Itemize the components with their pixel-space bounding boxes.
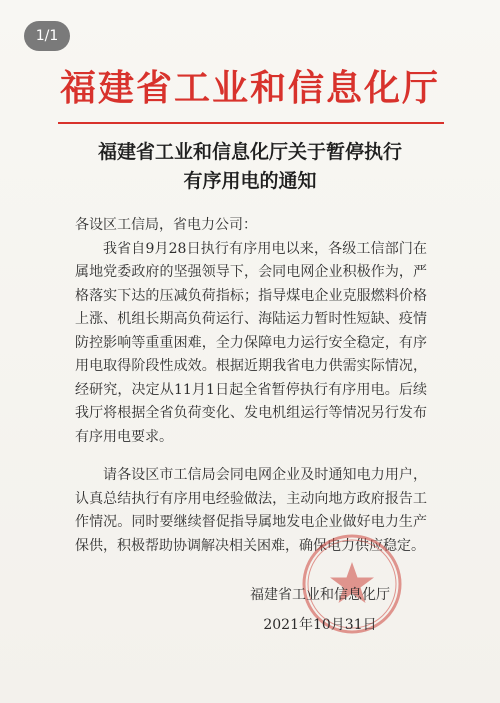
signature-org: 福建省工业和信息化厅	[250, 587, 390, 603]
document-title	[70, 138, 430, 196]
document-header: 福建省工业和信息化厅	[59, 67, 440, 109]
body-paragraph: 我省自9月28日执行有序用电以来，各级工信部门在属地党委政府的坚强领导下，会同电网企业积极作为，严格落实下达的压减负荷指标；指导煤电企业克服燃料价格上涨、机组长期高负荷运行、海陆运力暂时性短缺、疫情防控影响等重重困难，全力保障电力运行安全稳定，有序用电取得阶段性成效。根据近期我省电力供需实际情况，经研究，决定从11月1日起全省暂停执行有序用电。后续我厅将根据全省负荷变化、发电机组运行等情况另行发布有序用电要求。	[75, 240, 427, 445]
document-body	[75, 214, 427, 558]
signature-block	[230, 580, 410, 640]
header-divider	[58, 122, 444, 124]
title-line: 福建省工业和信息化厅关于暂停执行	[97, 141, 402, 163]
title-line: 有序用电的通知	[183, 170, 317, 192]
salutation: 各设区工信局，省电力公司：	[75, 217, 257, 233]
signature-date: 2021年10月31日	[263, 617, 377, 633]
body-paragraph: 请各设区市工信局会同电网企业及时通知电力用户，认真总结执行有序用电经验做法，主动向地方政府报告工作情况。同时要继续督促指导属地发电企业做好电力生产保供，积极帮助协调解决相关困难，确保电力供应稳定。	[75, 467, 427, 554]
page-indicator[interactable]: 1/1	[24, 21, 70, 51]
